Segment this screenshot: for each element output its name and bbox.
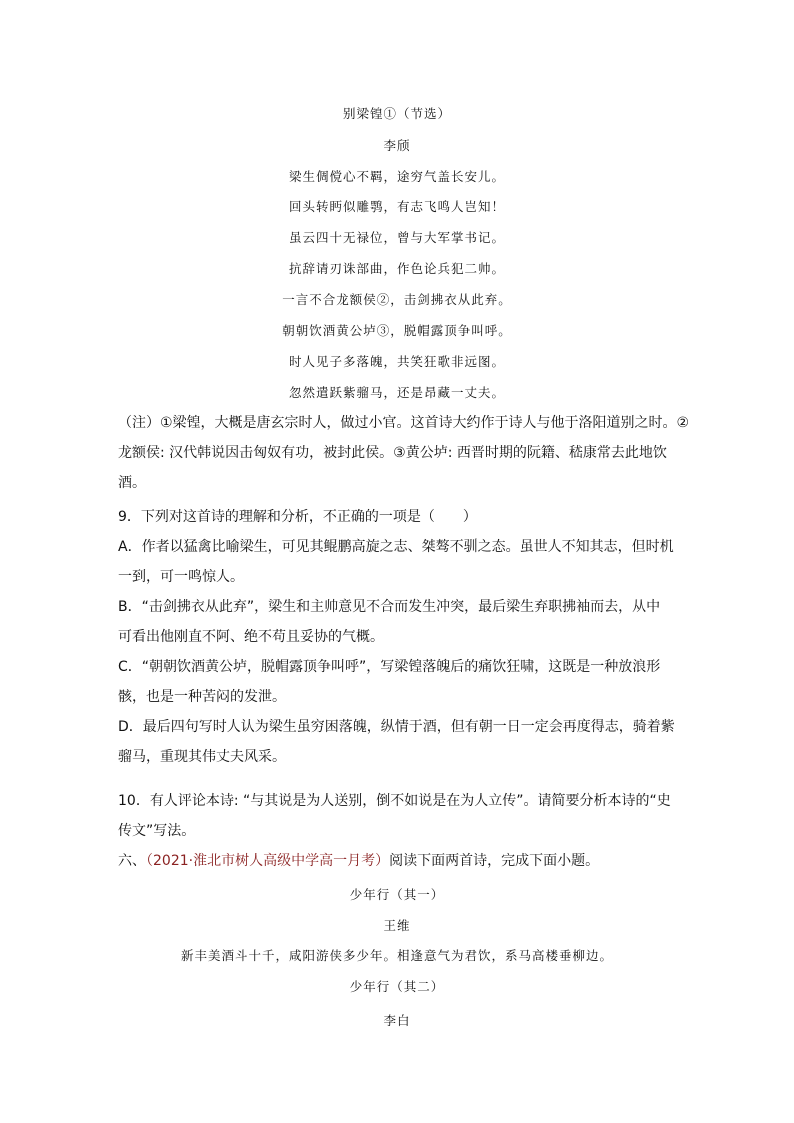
question-10-line: 传文”写法。 (118, 823, 196, 839)
poem-2-title: 少年行（其一） (349, 887, 445, 902)
section-6-heading (118, 846, 698, 876)
note-line: 酒。 (118, 475, 146, 491)
poem-author: 李颀 (383, 138, 411, 153)
question-10-line: 10．有人评论本诗: “与其说是为人送别，倒不如说是在为人立传”。请简要分析本诗的“史 (118, 793, 671, 809)
note-line: （注）①梁锽，大概是唐玄宗时人，做过小官。这首诗大约作于诗人与他于洛阳道别之时。② (118, 415, 690, 431)
poem-line: 一言不合龙额侯②，击剑拂衣从此弃。 (282, 292, 512, 307)
option-a-line2: 一到，可一鸣惊人。 (118, 569, 244, 585)
poem-notes (118, 408, 698, 498)
option-c-line1: C．“朝朝饮酒黄公垆，脱帽露顶争叫呼”，写梁锽落魄后的痛饮狂啸，这既是一种放浪形 (118, 659, 661, 675)
poem-line: 时人见子多落魄，共笑狂歌非远图。 (288, 354, 505, 369)
question-10 (118, 786, 698, 846)
option-d-line2: 骝马，重现其伟丈夫风采。 (118, 749, 286, 765)
poem-3-author: 李白 (383, 1013, 411, 1028)
section-6-prefix: 六、 (118, 853, 146, 869)
section-6-source: （2021·淮北市树人高级中学高一月考） (146, 853, 390, 869)
poem-2-author: 王维 (383, 918, 411, 933)
section-6-instruction: 阅读下面两首诗，完成下面小题。 (389, 853, 600, 869)
poem-line: 虽云四十无禄位，曾与大军掌书记。 (288, 230, 505, 245)
poem-line: 朝朝饮酒黄公垆③，脱帽露顶争叫呼。 (282, 323, 512, 338)
poem-3-title: 少年行（其二） (349, 979, 445, 994)
poem-title: 别梁锽①（节选） (342, 106, 451, 121)
poem-line: 回头转眄似雕鹗，有志飞鸣人岂知！ (288, 199, 505, 214)
option-b-line2: 可看出他刚直不阿、绝不苟且妥协的气概。 (118, 629, 384, 645)
option-b-line1: B．“击剑拂衣从此弃”，梁生和主帅意见不合而发生冲突，最后梁生弃职拂袖而去，从中 (118, 599, 661, 615)
question-9-stem: 9．下列对这首诗的理解和分析，不正确的一项是（ ） (118, 509, 477, 525)
poem-2-text: 新丰美酒斗十千，咸阳游侠多少年。相逢意气为君饮，系马高楼垂柳边。 (180, 948, 613, 963)
option-a-line1: A．作者以猛禽比喻梁生，可见其鲲鹏高旋之志、桀骜不驯之态。虽世人不知其志，但时机 (118, 539, 674, 555)
question-9 (118, 502, 698, 772)
poem-line: 抗辞请刃诛部曲，作色论兵犯二帅。 (288, 261, 505, 276)
note-line: 龙额侯: 汉代韩说因击匈奴有功，被封此侯。③黄公垆: 西晋时期的阮籍、嵇康常去此地饮 (118, 445, 667, 461)
poem-line: 梁生倜傥心不羁，途穷气盖长安儿。 (288, 169, 505, 184)
option-c-line2: 骸，也是一种苦闷的发泄。 (118, 689, 286, 705)
option-d-line1: D．最后四句写时人认为梁生虽穷困落魄，纵情于酒，但有朝一日一定会再度得志，骑着紫 (118, 719, 675, 735)
poem-line: 忽然遣跃紫骝马，还是昂藏一丈夫。 (288, 385, 505, 400)
